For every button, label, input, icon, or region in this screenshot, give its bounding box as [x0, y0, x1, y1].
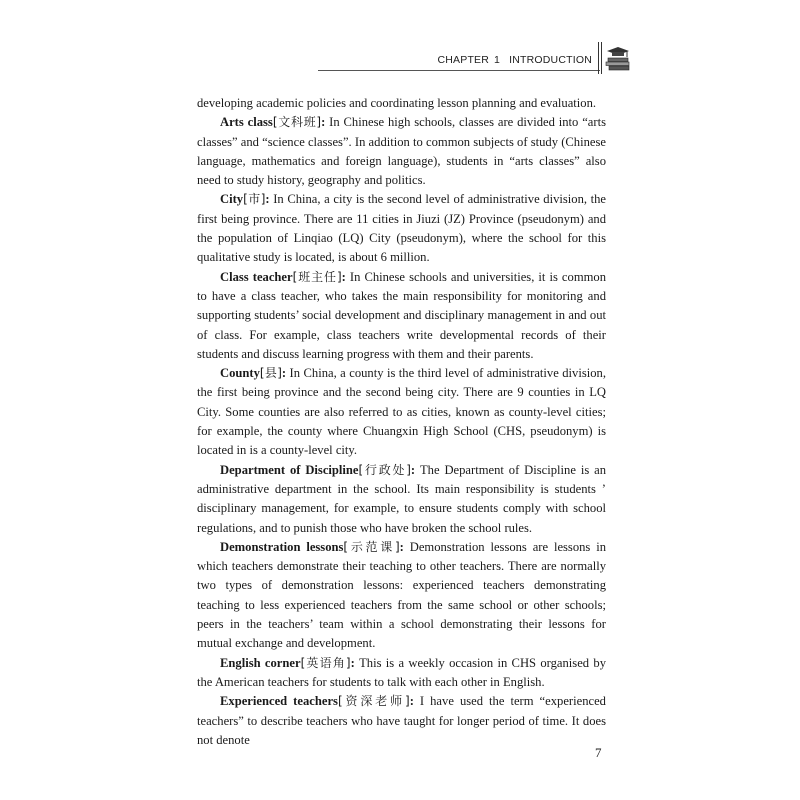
glossary-entry: English corner[英语角]: This is a weekly occasion in CHS organised by the American teachers for students to talk with each other in English. — [197, 655, 606, 689]
glossary-definition: This is a weekly occasion in CHS organised by the American teachers for students to talk with each other in English. — [197, 655, 606, 689]
glossary-definition: In Chinese high schools, classes are divided into “arts classes” and “science classes”. In addition to common subjects of study (Chinese language, mathematics and foreign language), students in “arts classes” also need to study history, geography and politics. — [197, 115, 606, 188]
header-divider — [598, 42, 599, 74]
running-header — [0, 0, 800, 80]
books-with-graduation-cap-icon — [605, 44, 631, 72]
page-number: 7 — [595, 745, 602, 760]
glossary-term: Experienced teachers — [220, 694, 338, 709]
glossary-term: Arts class — [220, 115, 273, 130]
glossary-term: Class teacher — [220, 269, 293, 284]
glossary-entry: Experienced teachers[资深老师]: I have used the term “experienced teachers” to describe teachers who have taught for longer period of time. It does not denote — [197, 694, 606, 747]
body-text — [197, 94, 606, 750]
continuation-paragraph: developing academic policies and coordinating lesson planning and evaluation. — [197, 96, 597, 110]
glossary-definition: In China, a city is the second level of administrative division, the first being province. There are 11 cities in Jiuzi (JZ) Province (pseudonym) and the population of Linqiao (LQ) City (pseudonym), where the school for this qualitative study is located, is about 6 million. — [197, 192, 607, 265]
glossary-chinese: 英语角 — [305, 655, 346, 670]
glossary-entry: City[市]: In China, a city is the second level of administrative division, the first being province. There are 11 cities in Jiuzi (JZ) Province (pseudonym) and the population of Linqiao (LQ) City (pseudonym), where the school for this qualitative study is located, is about 6 million. — [197, 192, 607, 265]
running-head-text — [437, 54, 592, 66]
glossary-term: English corner — [220, 655, 301, 670]
chapter-title: INTRODUCTION — [509, 54, 592, 66]
header-rule — [318, 70, 600, 71]
chapter-label: CHAPTER — [437, 54, 490, 66]
glossary-chinese: 班主任 — [297, 269, 337, 284]
glossary-entry: County[县]: In China, a county is the third level of administrative division, the first being province and the second being city. There are 9 counties in LQ City. Some counties are also referred to as cities, known as county-level cities; for example, the county where Chuangxin High School (CHS, pseudonym) is located in is a county-level city. — [197, 366, 606, 458]
glossary-term: Department of Discipline — [220, 462, 359, 477]
glossary-definition: In Chinese schools and universities, it is common to have a class teacher, who takes the main responsibility for monitoring and supporting students’ social development and disciplinary management in and out of class. For example, class teachers write developmental records of their students and discuss learning progress with them and their parents. — [197, 269, 606, 361]
glossary-term: Demonstration lessons — [220, 539, 344, 554]
chapter-number: 1 — [494, 54, 501, 66]
header-divider-secondary — [601, 42, 602, 74]
glossary-definition: The Department of Discipline is an administrative department in the school. Its main responsibility is students ’ disciplinary management, for example, to ensure students comply with school regulations, and to punish those who have broken the school rules. — [197, 462, 607, 535]
glossary-chinese: 示范课 — [348, 539, 395, 554]
glossary-entry: Demonstration lessons[示范课]: Demonstration lessons are lessons in which teachers demonstrate their teaching to other teachers. There are normally two types of demonstration lessons: experienced teachers demonstrating teaching to less experienced teachers from the same school or other schools; peers in the teachers’ team within a school demonstrating their lessons for mutual exchange and development. — [197, 539, 606, 651]
glossary-term: County — [220, 366, 260, 381]
glossary-definition: I have used the term “experienced teachers” to describe teachers who have taught for longer period of time. It does not denote — [197, 694, 606, 747]
glossary-definition: In China, a county is the third level of administrative division, the first being province and the second being city. There are 9 counties in LQ City. Some counties are also referred to as cities, known as county-level cities; for example, the county where Chuangxin High School (CHS, pseudonym) is located in is a county-level city. — [197, 366, 606, 458]
glossary-chinese: 县 — [264, 366, 278, 381]
glossary-definition: Demonstration lessons are lessons in which teachers demonstrate their teaching to other teachers. There are normally two types of demonstration lessons: experienced teachers demonstrating teaching to less experienced teachers from the same school or other schools; peers in the teachers’ team within a school demonstrating their lessons for mutual exchange and development. — [197, 539, 606, 651]
glossary-chinese: 文科班 — [277, 115, 317, 130]
glossary-chinese: 行政处 — [363, 462, 407, 477]
glossary-term: City — [220, 192, 244, 207]
glossary-entry: Department of Discipline[行政处]: The Department of Discipline is an administrative department in the school. Its main responsibility is students ’ disciplinary management, for example, to ensure students comply with school regulations, and to punish those who have broken the school rules. — [197, 462, 607, 535]
glossary-entry: Arts class[文科班]: In Chinese high schools, classes are divided into “arts classes” and “science classes”. In addition to common subjects of study (Chinese language, mathematics and foreign language), students in “arts classes” also need to study history, geography and politics. — [197, 115, 606, 188]
glossary-entry: Class teacher[班主任]: In Chinese schools and universities, it is common to have a class teacher, who takes the main responsibility for monitoring and supporting students’ social development and disciplinary management in and out of class. For example, class teachers write developmental records of their students and discuss learning progress with them and their parents. — [197, 269, 606, 361]
glossary-chinese: 市 — [247, 192, 261, 207]
glossary-chinese: 资深老师 — [342, 694, 406, 709]
